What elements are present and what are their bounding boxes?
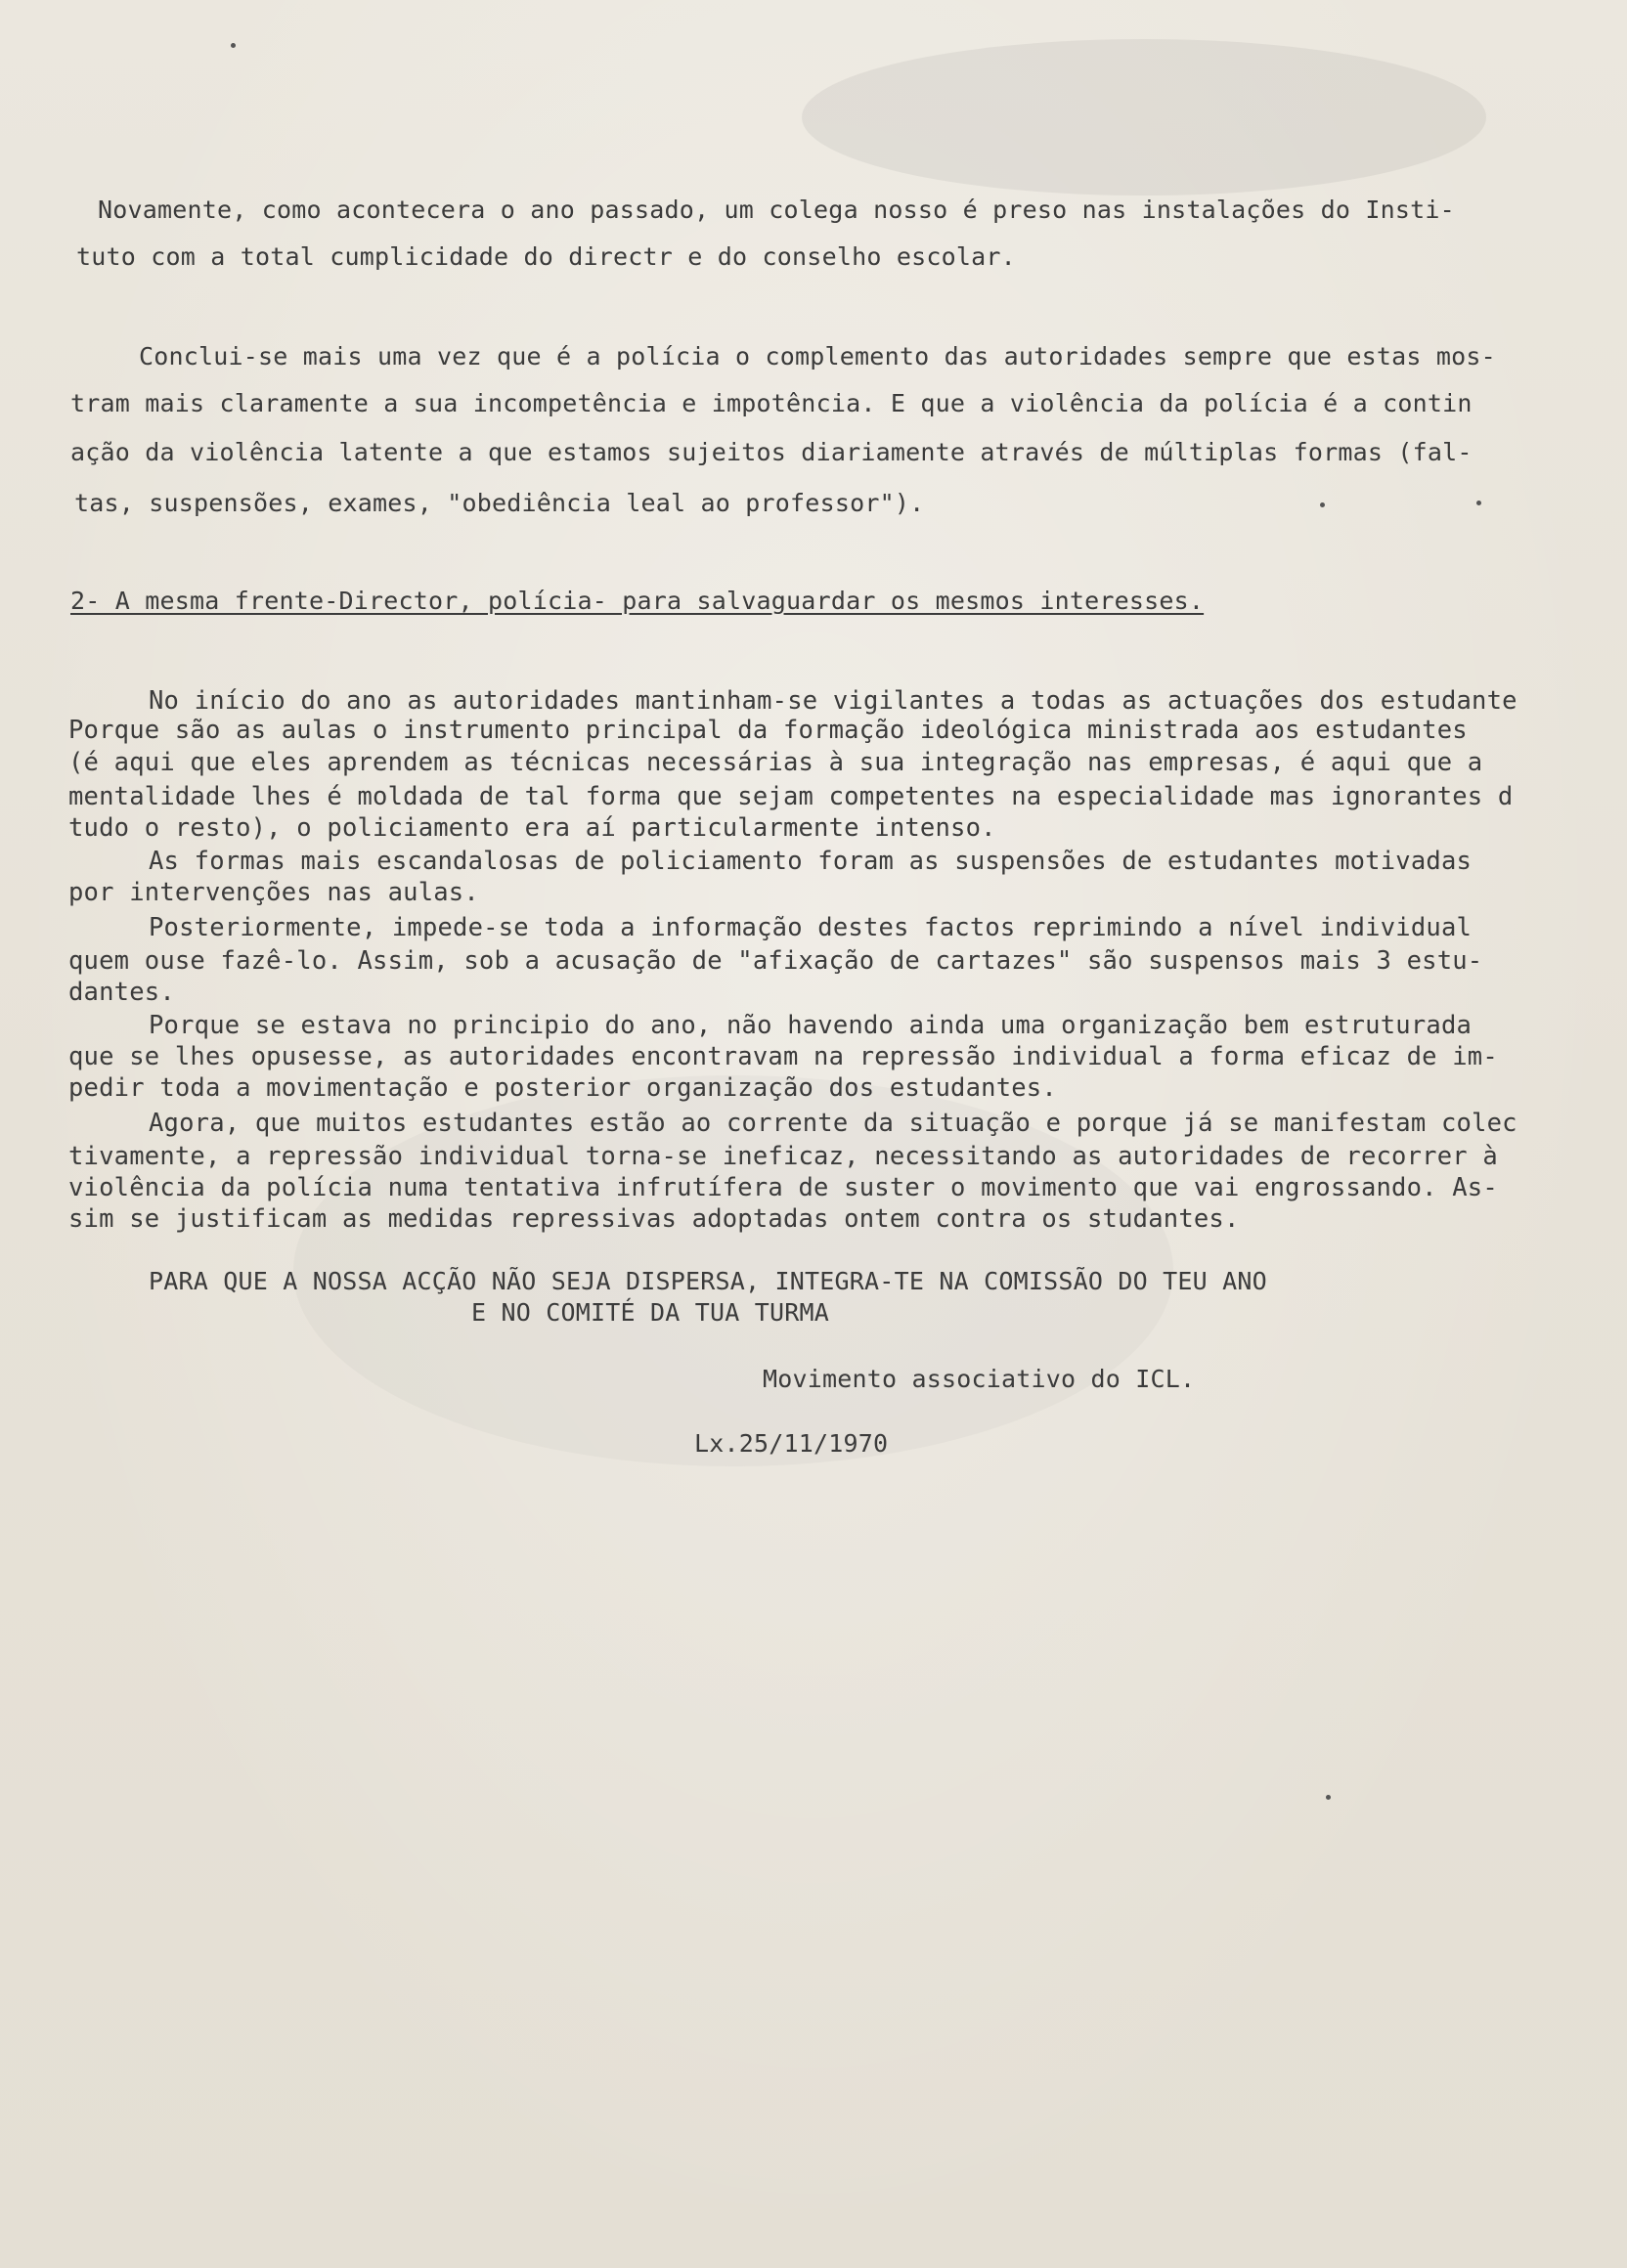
text-line: Agora, que muitos estudantes estão ao corrente da situação e porque já se manifestam colec [149, 1109, 1517, 1138]
text-line: Porque são as aulas o instrumento principal da formação ideológica ministrada aos estudantes [68, 716, 1468, 745]
text-line: sim se justificam as medidas repressivas adoptadas ontem contra os studantes. [68, 1204, 1240, 1234]
text-line: quem ouse fazê-lo. Assim, sob a acusação de "afixação de cartazes" são suspensos mais 3 estu- [68, 946, 1483, 976]
text-line: Novamente, como acontecera o ano passado, um colega nosso é preso nas instalações do Insti- [98, 196, 1455, 224]
ink-mark [1320, 502, 1325, 507]
text-line: violência da polícia numa tentativa infrutífera de suster o movimento que vai engrossando. As- [68, 1173, 1498, 1202]
text-line: que se lhes opusesse, as autoridades encontravam na repressão individual a forma eficaz de im- [68, 1042, 1498, 1071]
text-line: No início do ano as autoridades mantinham-se vigilantes a todas as actuações dos estudante [149, 686, 1517, 716]
text-line: tas, suspensões, exames, "obediência leal ao professor"). [74, 489, 925, 517]
signature: Movimento associativo do ICL. [763, 1365, 1196, 1393]
text-line: tuto com a total cumplicidade do directr e do conselho escolar. [76, 242, 1016, 271]
call-to-action: E NO COMITÉ DA TUA TURMA [471, 1298, 830, 1327]
date: Lx.25/11/1970 [694, 1429, 889, 1458]
text-line: Posteriormente, impede-se toda a informação destes factos reprimindo a nível individual [149, 913, 1473, 942]
ink-mark [1326, 1795, 1331, 1800]
ink-mark [1476, 501, 1481, 505]
text-line: Conclui-se mais uma vez que é a polícia o complemento das autoridades sempre que estas mos- [139, 342, 1496, 371]
text-line: ação da violência latente a que estamos sujeitos diariamente através de múltiplas formas (fal- [70, 438, 1473, 466]
paper-smudge [802, 39, 1486, 196]
ink-mark [231, 43, 236, 48]
section-heading: 2- A mesma frente-Director, polícia- para salvaguardar os mesmos interesses. [70, 587, 1205, 615]
text-line: dantes. [68, 978, 175, 1007]
text-line: por intervenções nas aulas. [68, 878, 479, 907]
text-line: Porque se estava no principio do ano, não havendo ainda uma organização bem estruturada [149, 1011, 1473, 1040]
text-line: pedir toda a movimentação e posterior organização dos estudantes. [68, 1073, 1057, 1103]
text-line: As formas mais escandalosas de policiamento foram as suspensões de estudantes motivadas [149, 847, 1473, 876]
call-to-action: PARA QUE A NOSSA ACÇÃO NÃO SEJA DISPERSA, INTEGRA-TE NA COMISSÃO DO TEU ANO [149, 1267, 1267, 1295]
text-line: tivamente, a repressão individual torna-se ineficaz, necessitando as autoridades de recorrer à [68, 1142, 1498, 1171]
text-line: mentalidade lhes é moldada de tal forma que sejam competentes na especialidade mas ignorantes d [68, 782, 1514, 811]
text-line: (é aqui que eles aprendem as técnicas necessárias à sua integração nas empresas, é aqui que a [68, 748, 1483, 777]
text-line: tudo o resto), o policiamento era aí particularmente intenso. [68, 813, 996, 843]
text-line: tram mais claramente a sua incompetência e impotência. E que a violência da polícia é a contin [70, 389, 1473, 417]
